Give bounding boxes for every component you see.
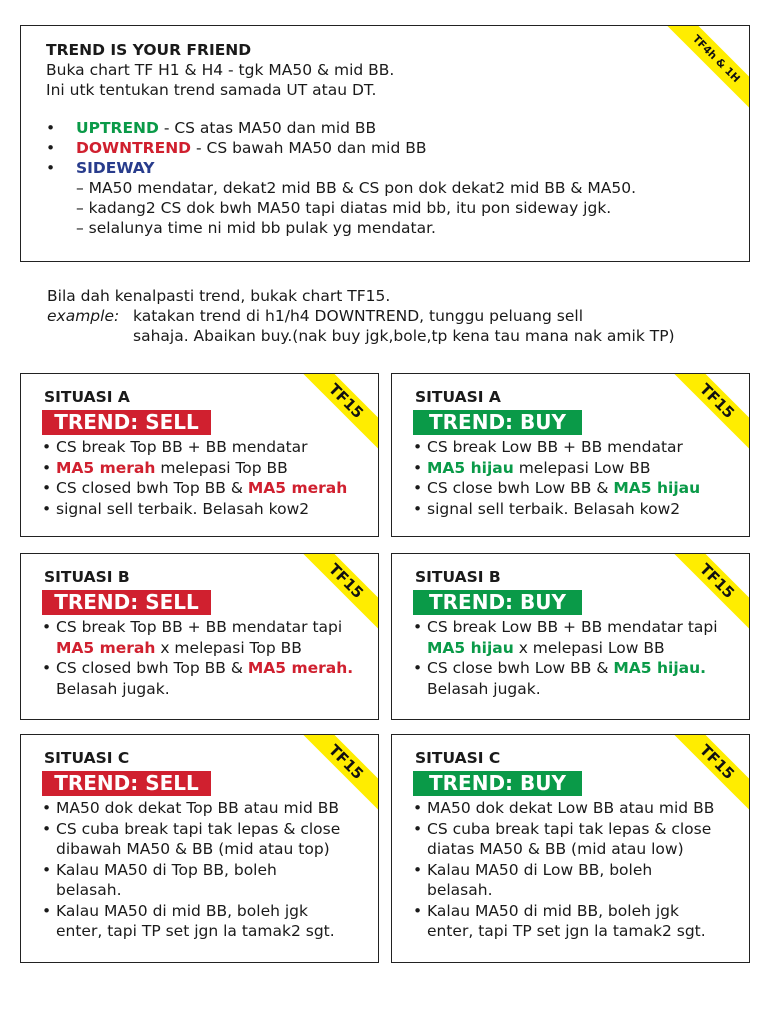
bullet-icon: •	[42, 618, 52, 636]
list-item	[42, 860, 340, 881]
bullet-icon: •	[46, 139, 56, 157]
downtrend-label: DOWNTREND	[76, 139, 192, 157]
item-text: CS break Top BB + BB mendatar tapi	[56, 618, 343, 636]
ma5-highlight: MA5 merah	[247, 479, 348, 497]
list-item	[42, 458, 347, 479]
trend-buy-badge: TREND: BUY	[413, 590, 582, 615]
list-item	[42, 819, 340, 840]
list-item	[42, 617, 353, 638]
list-item-continuation	[42, 880, 340, 901]
tf15-ribbon: TF15	[289, 734, 379, 819]
item-text: CS closed bwh Top BB &	[56, 479, 248, 497]
situasi-title: SITUASI C	[415, 749, 501, 767]
bullet-icon: •	[413, 499, 423, 518]
list-item-continuation	[413, 921, 714, 942]
bullet-icon: •	[42, 458, 52, 477]
item-text: melepasi Low BB	[513, 458, 651, 477]
situasi-title: SITUASI A	[415, 388, 501, 406]
card-situasi-a-sell	[20, 373, 379, 537]
item-text: belasah.	[56, 881, 122, 899]
item-text: Kalau MA50 di Top BB, boleh	[56, 860, 277, 879]
tf15-intro	[47, 286, 675, 346]
example-text-1: katakan trend di h1/h4 DOWNTREND, tunggu peluang sell	[133, 307, 583, 325]
list-item	[413, 458, 700, 479]
list-item	[42, 658, 353, 679]
list-item-continuation	[413, 839, 714, 860]
item-text: x melepasi Low BB	[513, 638, 665, 657]
item-text: enter, tapi TP set jgn la tamak2 sgt.	[427, 922, 706, 940]
item-text: MA50 dok dekat Low BB atau mid BB	[427, 799, 715, 817]
list-item	[413, 819, 714, 840]
trend-buy-badge: TREND: BUY	[413, 771, 582, 796]
item-text: CS closed bwh Top BB &	[56, 659, 248, 677]
bullet-icon: •	[413, 438, 423, 456]
list-item-continuation	[413, 880, 714, 901]
item-text: Kalau MA50 di Low BB, boleh	[427, 860, 653, 879]
item-text: CS break Low BB + BB mendatar	[427, 438, 683, 456]
list-item	[413, 617, 718, 638]
example-label: example:	[47, 307, 120, 325]
bullet-icon: •	[42, 901, 52, 920]
bullet-icon: •	[413, 659, 423, 677]
situasi-title: SITUASI C	[44, 749, 130, 767]
downtrend-row	[46, 138, 749, 158]
ma5-highlight: MA5 merah	[56, 458, 156, 477]
trend-info-box	[20, 25, 750, 262]
timeframe-ribbon: TF4h & 1H	[655, 25, 750, 120]
tf15-ribbon: TF15	[660, 734, 750, 819]
list-item-continuation	[413, 679, 718, 700]
item-text: enter, tapi TP set jgn la tamak2 sgt.	[56, 922, 335, 940]
sideway-line: – selalunya time ni mid bb pulak yg mendatar.	[76, 219, 436, 237]
item-text: CS cuba break tapi tak lepas & close	[56, 819, 341, 838]
intro-line-2: Ini utk tentukan trend samada UT atau DT.	[46, 81, 377, 99]
bullet-icon: •	[413, 860, 423, 879]
trend-sell-badge: TREND: SELL	[42, 410, 211, 435]
item-text: MA50 dok dekat Top BB atau mid BB	[56, 799, 339, 817]
item-text: signal sell terbaik. Belasah kow2	[56, 499, 310, 518]
uptrend-row	[46, 118, 749, 138]
item-text: CS break Low BB + BB mendatar tapi	[427, 618, 718, 636]
list-item	[42, 901, 340, 922]
bullet-icon: •	[413, 799, 423, 817]
list-item	[413, 901, 714, 922]
item-text: CS cuba break tapi tak lepas & close	[427, 819, 712, 838]
list-item	[42, 798, 340, 819]
card-situasi-a-buy	[391, 373, 750, 537]
list-item-continuation	[42, 839, 340, 860]
bullet-icon: •	[42, 860, 52, 879]
item-text: CS close bwh Low BB &	[427, 659, 614, 677]
bullet-icon: •	[46, 159, 56, 177]
tf15-ribbon: TF15	[660, 373, 750, 458]
item-text: Kalau MA50 di mid BB, boleh jgk	[56, 901, 308, 920]
bullet-icon: •	[42, 499, 52, 518]
bullet-icon: •	[413, 458, 423, 477]
ma5-highlight: MA5 hijau	[427, 638, 514, 657]
card-situasi-c-sell	[20, 734, 379, 963]
item-text: Belasah jugak.	[427, 679, 541, 698]
situasi-title: SITUASI B	[44, 568, 130, 586]
card-situasi-c-buy	[391, 734, 750, 963]
card-situasi-b-buy	[391, 553, 750, 720]
bullet-icon: •	[42, 819, 52, 838]
bullet-icon: •	[413, 901, 423, 920]
uptrend-label: UPTREND	[76, 119, 159, 137]
trend-sell-badge: TREND: SELL	[42, 771, 211, 796]
uptrend-text: - CS atas MA50 dan mid BB	[158, 119, 377, 137]
tf15-ribbon: TF15	[660, 553, 750, 638]
list-item	[413, 658, 718, 679]
item-text: CS break Top BB + BB mendatar	[56, 438, 308, 456]
situasi-title: SITUASI A	[44, 388, 130, 406]
bullet-icon: •	[413, 618, 423, 636]
list-item	[42, 499, 347, 520]
ma5-highlight: MA5 hijau	[613, 479, 701, 497]
sideway-line: – MA50 mendatar, dekat2 mid BB & CS pon dok dekat2 mid BB & MA50.	[76, 179, 637, 197]
bullet-icon: •	[42, 659, 52, 677]
sideway-line: – kadang2 CS dok bwh MA50 tapi diatas mid bb, itu pon sideway jgk.	[76, 199, 612, 217]
list-item	[413, 499, 700, 520]
list-item	[42, 437, 347, 458]
tf15-ribbon: TF15	[289, 553, 379, 638]
bullet-icon: •	[413, 479, 423, 497]
bullet-icon: •	[42, 479, 52, 497]
downtrend-text: - CS bawah MA50 dan mid BB	[191, 139, 427, 157]
sideway-row	[46, 158, 749, 178]
item-text: diatas MA50 & BB (mid atau low)	[427, 840, 684, 858]
list-item-continuation	[42, 679, 353, 700]
item-text: Kalau MA50 di mid BB, boleh jgk	[427, 901, 679, 920]
item-text: dibawah MA50 & BB (mid atau top)	[56, 840, 330, 858]
sideway-label: SIDEWAY	[76, 159, 155, 177]
item-text: Belasah jugak.	[56, 679, 170, 698]
list-item-continuation	[413, 638, 718, 659]
list-item	[413, 798, 714, 819]
bullet-icon: •	[42, 438, 52, 456]
intro-line-1: Buka chart TF H1 & H4 - tgk MA50 & mid BB.	[46, 61, 395, 79]
trend-buy-badge: TREND: BUY	[413, 410, 582, 435]
ma5-highlight: MA5 merah.	[247, 659, 354, 677]
bullet-icon: •	[42, 799, 52, 817]
bullet-icon: •	[413, 819, 423, 838]
ma5-highlight: MA5 merah	[56, 638, 156, 657]
bullet-icon: •	[46, 119, 56, 137]
item-text: melepasi Top BB	[155, 458, 288, 477]
ma5-highlight: MA5 hijau	[427, 458, 514, 477]
card-situasi-b-sell	[20, 553, 379, 720]
item-text: signal sell terbaik. Belasah kow2	[427, 499, 681, 518]
situasi-title: SITUASI B	[415, 568, 501, 586]
ma5-highlight: MA5 hijau.	[613, 659, 707, 677]
list-item	[413, 860, 714, 881]
example-text-2: sahaja. Abaikan buy.(nak buy jgk,bole,tp kena tau mana nak amik TP)	[133, 327, 675, 345]
trend-title: TREND IS YOUR FRIEND	[46, 41, 252, 59]
item-text: CS close bwh Low BB &	[427, 479, 614, 497]
list-item	[42, 478, 347, 499]
tf15-ribbon: TF15	[289, 373, 379, 458]
list-item	[413, 437, 700, 458]
list-item-continuation	[42, 638, 353, 659]
item-text: x melepasi Top BB	[155, 638, 302, 657]
trend-sell-badge: TREND: SELL	[42, 590, 211, 615]
item-text: belasah.	[427, 881, 493, 899]
intro-text: Bila dah kenalpasti trend, bukak chart TF15.	[47, 287, 391, 305]
list-item	[413, 478, 700, 499]
list-item-continuation	[42, 921, 340, 942]
